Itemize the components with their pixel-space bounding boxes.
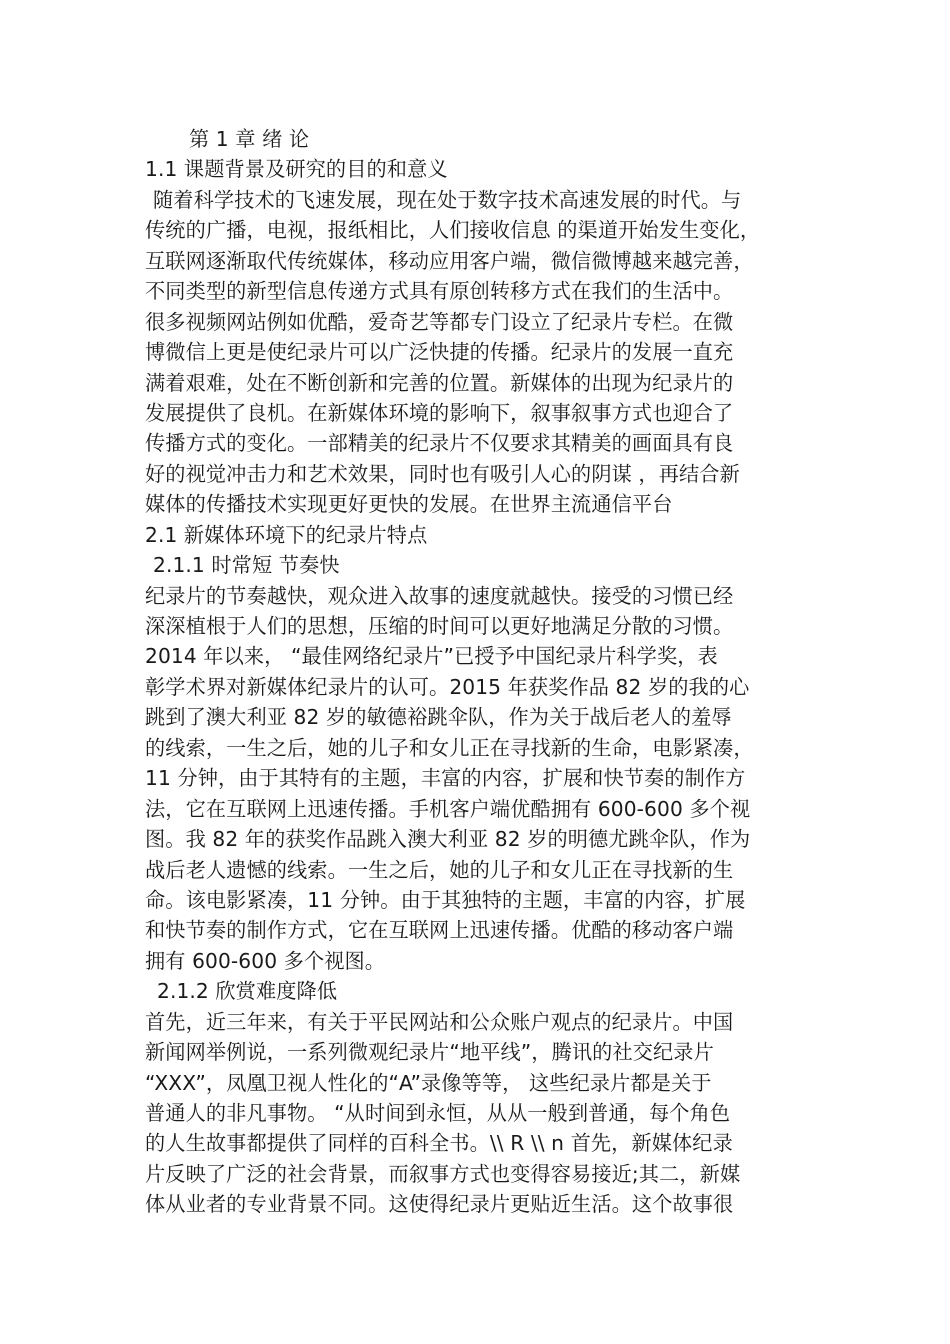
paragraph-line: 的人生故事都提供了同样的百科全书。\\ R \\ n 首先，新媒体纪录 [145,1131,733,1156]
paragraph-line: 图。我 82 年的获奖作品跳入澳大利亚 82 岁的明德尤跳伞队，作为 [145,827,751,852]
chapter-title: 第 1 章 绪 论 [189,127,310,151]
paragraph-line: 媒体的传播技术实现更好更快的发展。在世界主流通信平台 [145,492,673,517]
paragraph-line: 的线索，一生之后，她的儿子和女儿正在寻找新的生命，电影紧凑， [145,735,754,760]
paragraph-line: 彰学术界对新媒体纪录片的认可。2015 年获奖作品 82 岁的我的心 [145,674,750,699]
paragraph-line: 很多视频网站例如优酷，爱奇艺等都专门设立了纪录片专栏。在微 [145,309,734,334]
paragraph-line: 体从业者的专业背景不同。这使得纪录片更贴近生活。这个故事很 [145,1192,734,1217]
paragraph-line: 2014 年以来， “最佳网络纪录片”已授予中国纪录片科学奖，表 [145,644,718,669]
paragraph-line: 法，它在互联网上迅速传播。手机客户端优酷拥有 600-600 多个视 [145,796,751,821]
paragraph-line: 互联网逐渐取代传统媒体，移动应用客户端，微信微博越来越完善， [145,248,754,273]
paragraph-line: 跳到了澳大利亚 82 岁的敏德裕跳伞队，作为关于战后老人的羞辱 [145,705,732,730]
paragraph-line: 命。该电影紧凑，11 分钟。由于其独特的主题，丰富的内容，扩展 [145,887,746,912]
subsection-heading-2-1-1: 2.1.1 时常短 节奏快 [153,553,340,578]
paragraph-line: 不同类型的新型信息传递方式具有原创转移方式在我们的生活中。 [145,279,734,304]
paragraph-line: 战后老人遗憾的线索。一生之后，她的儿子和女儿正在寻找新的生 [145,857,734,882]
paragraph-line: 新闻网举例说，一系列微观纪录片“地平线”，腾讯的社交纪录片 [145,1040,714,1065]
section-heading-1-1: 1.1 课题背景及研究的目的和意义 [145,157,448,182]
paragraph-line: 拥有 600-600 多个视图。 [145,948,386,973]
paragraph-line: 满着艰难，处在不断创新和完善的位置。新媒体的出现为纪录片的 [145,370,734,395]
paragraph-line: 普通人的非凡事物。 “从时间到永恒，从从一般到普通，每个角色 [145,1101,731,1125]
paragraph-line: 博微信上更是使纪录片可以广泛快捷的传播。纪录片的发展一直充 [145,340,734,365]
section-heading-2-1: 2.1 新媒体环境下的纪录片特点 [145,522,428,547]
paragraph-line: 11 分钟，由于其特有的主题，丰富的内容，扩展和快节奏的制作方 [145,766,746,791]
paragraph-line: 传播方式的变化。一部精美的纪录片不仅要求其精美的画面具有良 [145,431,734,456]
paragraph-line: 随着科学技术的飞速发展，现在处于数字技术高速发展的时代。与 [153,187,742,212]
subsection-heading-2-1-2: 2.1.2 欣赏难度降低 [157,979,338,1004]
paragraph-line: 深深植根于人们的思想，压缩的时间可以更好地满足分散的习惯。 [145,614,734,638]
paragraph-line: 发展提供了良机。在新媒体环境的影响下，叙事叙事方式也迎合了 [145,400,734,425]
paragraph-line: 传统的广播，电视，报纸相比，人们接收信息 的渠道开始发生变化， [145,218,761,243]
paragraph-line: 纪录片的节奏越快，观众进入故事的速度就越快。接受的习惯已经 [145,583,734,608]
paragraph-line: “XXX”，凤凰卫视人性化的“A”录像等等， 这些纪录片都是关于 [145,1070,712,1095]
paragraph-line: 片反映了广泛的社会背景，而叙事方式也变得容易接近;其二，新媒 [145,1161,741,1186]
paragraph-line: 好的视觉冲击力和艺术效果，同时也有吸引人心的阴谋 ，再结合新 [145,461,740,486]
paragraph-line: 首先，近三年来，有关于平民网站和公众账户观点的纪录片。中国 [145,1009,734,1034]
paragraph-line: 和快节奏的制作方式，它在互联网上迅速传播。优酷的移动客户端 [145,918,734,943]
document-page [145,124,815,1220]
